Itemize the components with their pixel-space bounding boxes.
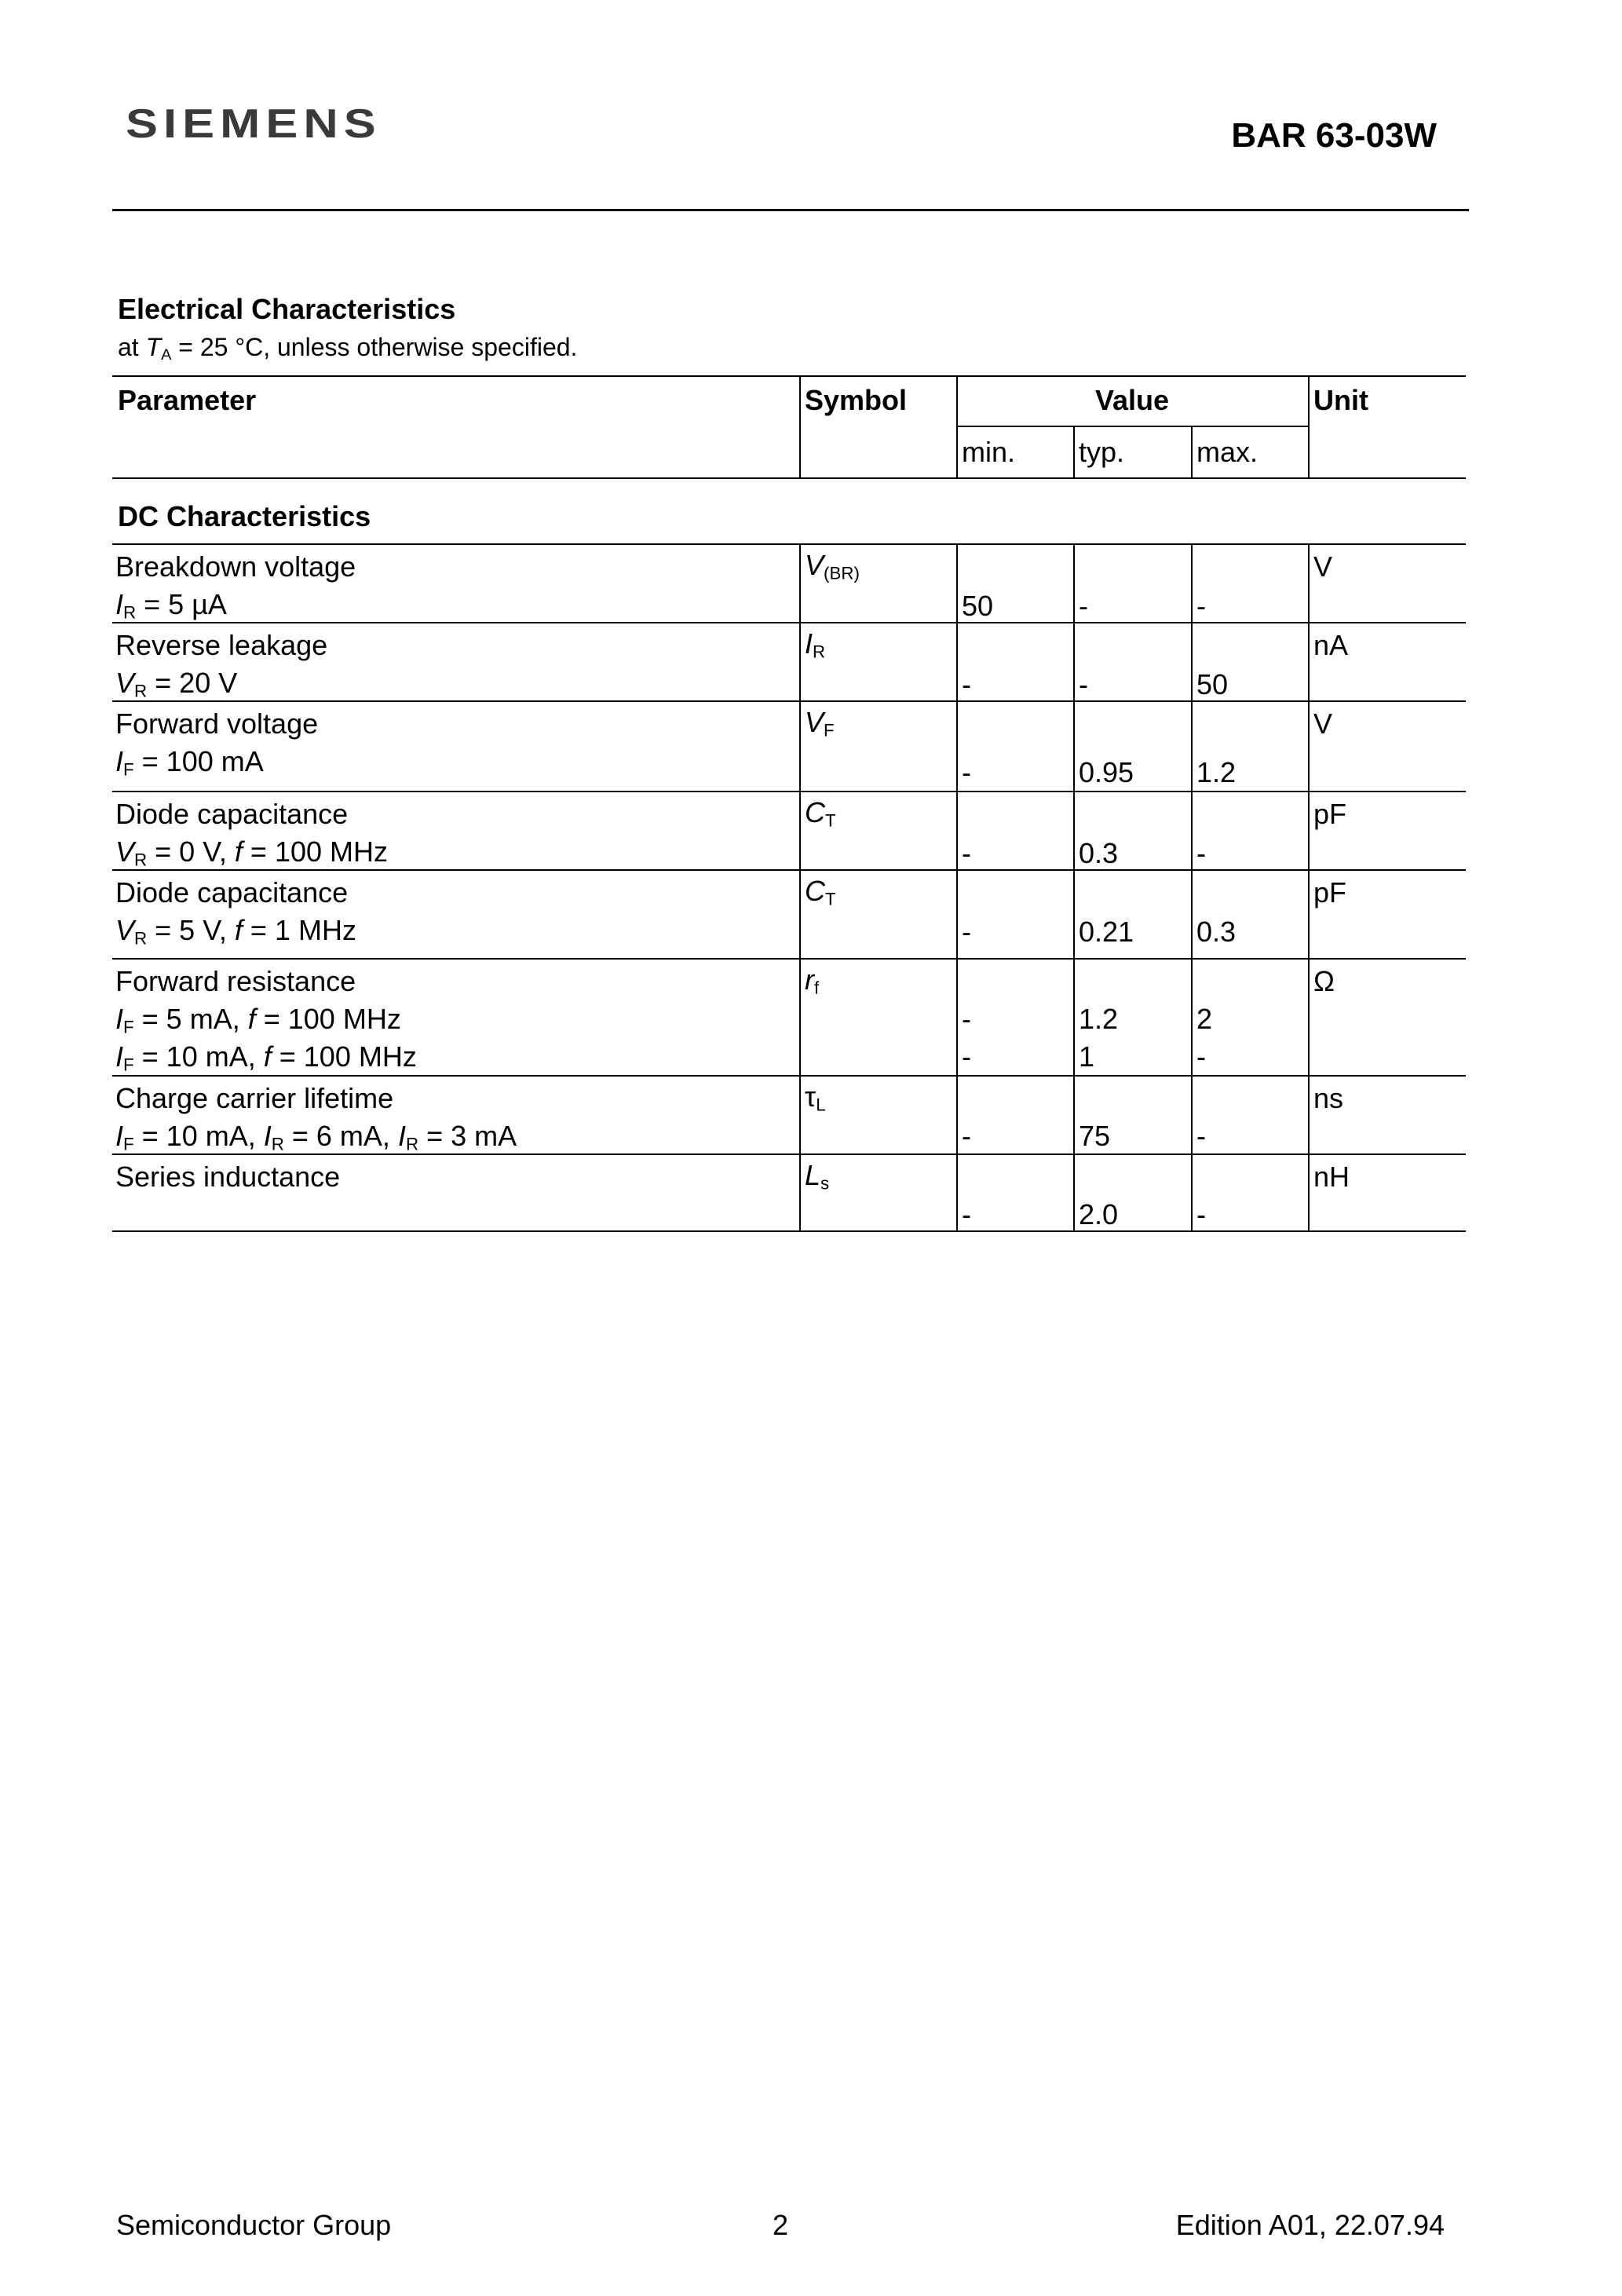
- table-rule: [112, 1075, 1466, 1077]
- value-typ: 0.21: [1079, 916, 1134, 948]
- table-rule: [112, 622, 1466, 623]
- value-max: -: [1196, 1120, 1206, 1152]
- value-typ: 0.3: [1079, 837, 1119, 869]
- param-diode-capacitance: Diode capacitance: [115, 876, 349, 909]
- condition: $V_R = 0$ V, f = 100 MHz: [115, 835, 389, 870]
- unit: V: [1313, 550, 1333, 583]
- param-diode-capacitance: Diode capacitance: [115, 798, 349, 830]
- value-max: 1.2: [1196, 756, 1237, 788]
- value-min: -: [962, 1120, 971, 1152]
- value-max: 50: [1196, 668, 1229, 700]
- param-reverse-leakage: Reverse leakage: [115, 629, 328, 661]
- value-max: -: [1196, 837, 1206, 869]
- header-typ: typ.: [1079, 436, 1125, 468]
- column-rule: [1308, 543, 1310, 1230]
- symbol: $I_R$: [805, 627, 826, 662]
- value-typ: 0.95: [1079, 756, 1134, 788]
- condition: $I_F = 5$ mA, f = 100 MHz: [115, 1003, 401, 1037]
- unit: nA: [1313, 629, 1349, 661]
- column-rule: [956, 543, 958, 1230]
- value-min: -: [962, 1198, 971, 1230]
- value-min: -: [962, 1040, 971, 1073]
- value-min: -: [962, 668, 971, 700]
- test-conditions: at $T_A = 25$ °C, unless otherwise specified.: [118, 333, 578, 364]
- value-min: -: [962, 1003, 971, 1035]
- symbol: $C_T$: [805, 875, 836, 909]
- param-charge-carrier-lifetime: Charge carrier lifetime: [115, 1082, 394, 1114]
- value-max: 2: [1196, 1003, 1213, 1035]
- table-rule: [112, 791, 1466, 792]
- header-symbol: Symbol: [805, 384, 908, 416]
- unit: pF: [1313, 798, 1347, 830]
- unit: Ω: [1313, 965, 1335, 997]
- table-rule: [112, 477, 1466, 479]
- value-min: 50: [962, 590, 994, 622]
- column-rule: [1073, 426, 1075, 477]
- value-min: -: [962, 756, 971, 788]
- condition: $I_R = 5$ µA: [115, 588, 227, 623]
- page-number: 2: [773, 2209, 789, 2241]
- value-max: -: [1196, 1040, 1206, 1073]
- condition: $I_F = 10$ mA, f = 100 MHz: [115, 1040, 417, 1075]
- unit: nH: [1313, 1161, 1350, 1193]
- value-typ: -: [1079, 590, 1088, 622]
- footer-edition: Edition A01, 22.07.94: [1175, 2209, 1445, 2241]
- header-unit: Unit: [1313, 384, 1368, 416]
- part-number: BAR 63-03W: [1231, 116, 1437, 155]
- footer-left: Semiconductor Group: [116, 2209, 392, 2241]
- column-rule: [1191, 426, 1193, 477]
- table-rule: [112, 375, 1466, 377]
- column-rule: [1308, 375, 1310, 477]
- symbol: $V_F$: [805, 706, 835, 740]
- table-rule: [112, 543, 1466, 545]
- param-breakdown-voltage: Breakdown voltage: [115, 550, 356, 583]
- siemens-logo: SIEMENS: [126, 101, 382, 147]
- header-max: max.: [1196, 436, 1259, 468]
- table-rule: [112, 1230, 1466, 1232]
- value-typ: 1: [1079, 1040, 1095, 1073]
- unit: pF: [1313, 876, 1347, 909]
- param-forward-voltage: Forward voltage: [115, 707, 319, 740]
- column-rule: [799, 375, 801, 477]
- condition: $V_R = 20$ V: [115, 667, 238, 701]
- symbol: $r_f$: [805, 963, 820, 998]
- value-typ: -: [1079, 668, 1088, 700]
- condition: $V_R = 5$ V, f = 1 MHz: [115, 914, 356, 949]
- symbol: $C_T$: [805, 796, 836, 831]
- value-max: -: [1196, 1198, 1206, 1230]
- param-series-inductance: Series inductance: [115, 1161, 341, 1193]
- value-min: -: [962, 916, 971, 948]
- symbol: $L_s$: [805, 1159, 830, 1194]
- condition: $I_F = 10$ mA, $I_R = 6$ mA, $I_R = 3$ mA: [115, 1120, 517, 1154]
- value-typ: 2.0: [1079, 1198, 1119, 1230]
- table-rule: [112, 958, 1466, 960]
- unit: ns: [1313, 1082, 1344, 1114]
- table-rule: [112, 1153, 1466, 1155]
- column-rule: [799, 543, 801, 1230]
- symbol: $V_{(BR)}$: [805, 549, 860, 583]
- value-max: -: [1196, 590, 1206, 622]
- section-title: Electrical Characteristics: [118, 293, 456, 325]
- header-min: min.: [962, 436, 1016, 468]
- value-typ: 1.2: [1079, 1003, 1119, 1035]
- header-value: Value: [1094, 384, 1170, 416]
- condition: $I_F = 100$ mA: [115, 745, 264, 780]
- unit: V: [1313, 707, 1333, 740]
- table-rule: [956, 426, 1308, 427]
- group-title: DC Characteristics: [118, 500, 371, 532]
- param-forward-resistance: Forward resistance: [115, 965, 356, 997]
- table-rule: [112, 700, 1466, 702]
- value-max: 0.3: [1196, 916, 1237, 948]
- header-parameter: Parameter: [118, 384, 257, 416]
- symbol: $\tau_L$: [805, 1080, 826, 1115]
- column-rule: [1073, 543, 1075, 1230]
- table-rule: [112, 869, 1466, 871]
- value-typ: 75: [1079, 1120, 1111, 1152]
- column-rule: [1191, 543, 1193, 1230]
- value-min: -: [962, 837, 971, 869]
